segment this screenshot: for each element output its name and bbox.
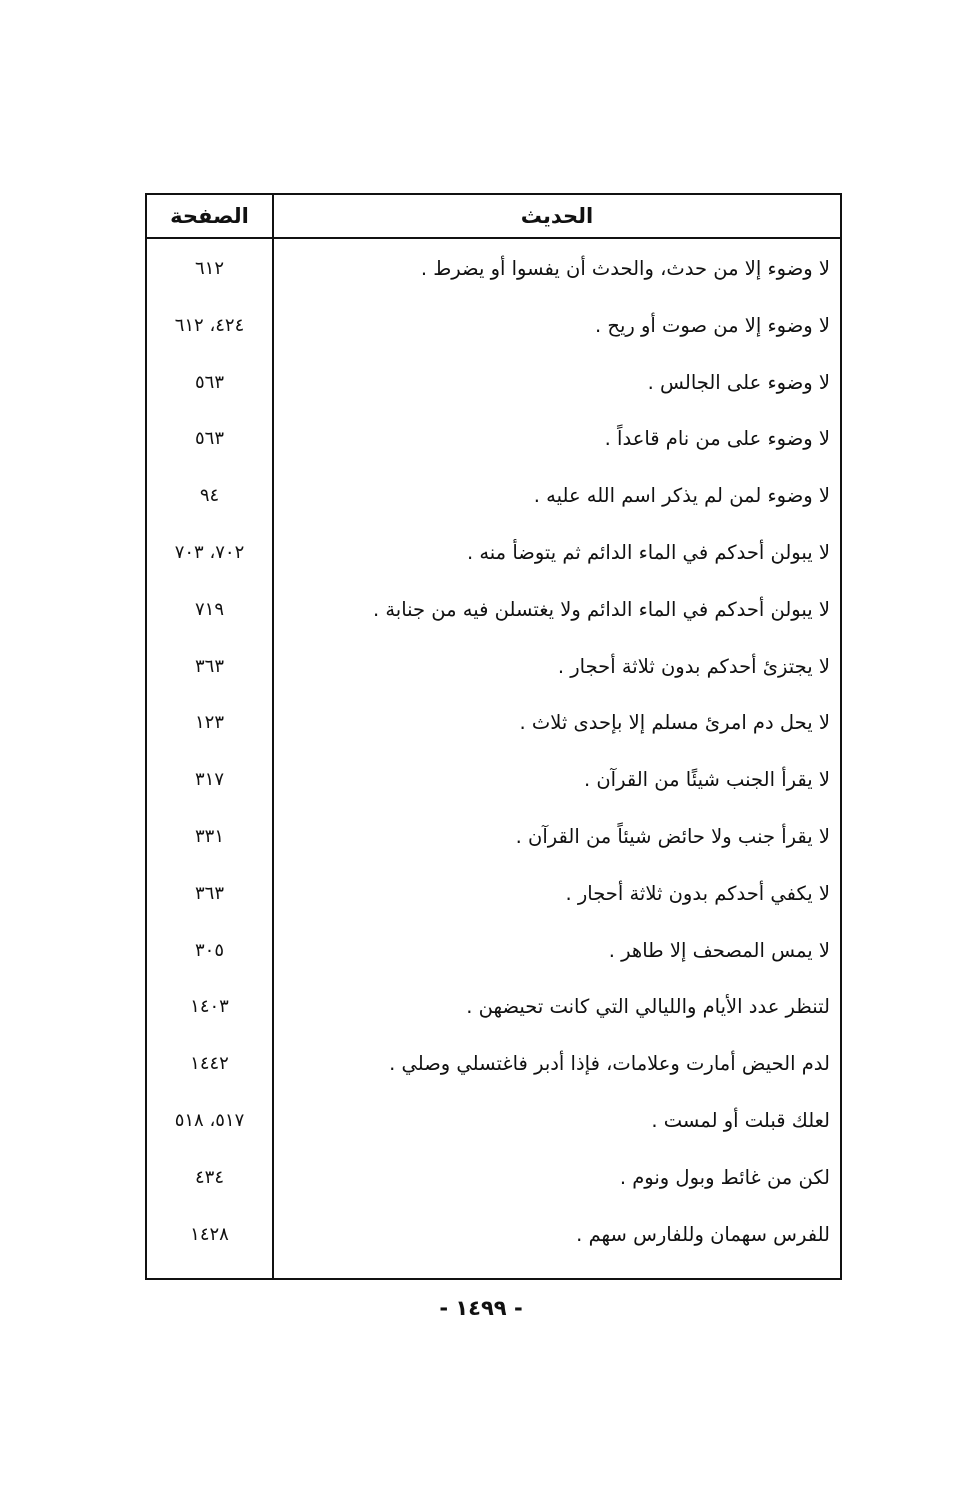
page-reference: ٥٦٣ [194,371,224,393]
hadith-text: لدم الحيض أمارت وعلامات، فإذا أدبر فاغتسلي وصلي . [389,1052,830,1076]
hadith-text: للفرس سهمان وللفارس سهم . [576,1222,830,1246]
table-row [147,921,840,978]
table-row [147,1148,840,1205]
page-reference: ٦١٢ [194,258,224,279]
header-page: الصفحة [170,204,249,228]
table-row [147,580,840,637]
table-header [147,195,840,239]
hadith-text: لعلك قبلت أو لمست . [651,1108,830,1132]
page-reference: ٥٦٣ [194,428,224,450]
hadith-text: لا يكفي أحدكم بدون ثلاثة أحجار . [565,881,830,905]
page-reference: ٣١٧ [194,769,224,791]
table-row [147,523,840,580]
page-reference: ٧١٩ [194,598,224,620]
hadith-text: لا وضوء على الجالس . [647,370,830,394]
hadith-text: لا يمس المصحف إلا طاهر . [608,938,830,962]
page-reference: ٣٠٥ [194,939,224,961]
page-reference: ١٤٤٢ [190,1053,229,1075]
page-reference: ٤٢٤، ٦١٢ [174,314,245,336]
table-row [147,693,840,750]
table-row [147,864,840,921]
hadith-text: لا يحل دم امرئ مسلم إلا بإحدى ثلاث . [519,711,830,735]
page-reference: ٣٦٣ [194,655,224,677]
page-reference: ٣٦٣ [194,882,224,904]
table-row [147,977,840,1034]
hadith-text: لا وضوء إلا من حدث، والحدث أن يفسوا أو يضرط . [420,257,830,280]
hadith-text: لا يجتزئ أحدكم بدون ثلاثة أحجار . [557,654,830,678]
table-row [147,409,840,466]
header-hadith: الحديث [520,204,594,228]
page-reference: ٣٣١ [194,825,224,847]
hadith-text: لا يبولن أحدكم في الماء الدائم ولا يغتسلن فيه من جنابة . [372,597,830,621]
page-reference: ١٤٢٨ [190,1223,229,1245]
table-row [147,1091,840,1148]
table-row [147,807,840,864]
hadith-text: لكن من غائط وبول ونوم . [619,1165,830,1189]
hadith-text: لا يبولن أحدكم في الماء الدائم ثم يتوضأ منه . [466,540,830,564]
page-reference: ١٢٣ [194,712,224,734]
table-row [147,353,840,410]
table-row [147,239,840,296]
table-row [147,1205,840,1262]
hadith-text: لا يقرأ الجنب شيئًا من القرآن . [583,768,830,792]
table-row [147,296,840,353]
hadith-text: لا يقرأ جنب ولا حائض شيئاً من القرآن . [515,824,830,848]
page-number: - ١٤٩٩ - [439,1296,523,1320]
hadith-text: لا وضوء لمن لم يذكر اسم الله عليه . [533,484,830,508]
page-reference: ٩٤ [199,485,220,507]
table-row [147,466,840,523]
hadith-text: لا وضوء على من نام قاعداً . [604,427,830,451]
page-reference: ٥١٧، ٥١٨ [174,1109,245,1131]
table-body [147,239,840,1261]
page-reference: ٧٠٢، ٧٠٣ [174,541,245,563]
page-reference: ١٤٠٣ [190,996,229,1018]
hadith-index-table [145,193,842,1280]
page-reference: ٤٣٤ [194,1166,224,1188]
table-row [147,637,840,694]
table-row [147,1034,840,1091]
hadith-text: لا وضوء إلا من صوت أو ريح . [594,313,830,337]
hadith-text: لتنظر عدد الأيام والليالي التي كانت تحيضهن . [466,995,830,1019]
table-row [147,750,840,807]
